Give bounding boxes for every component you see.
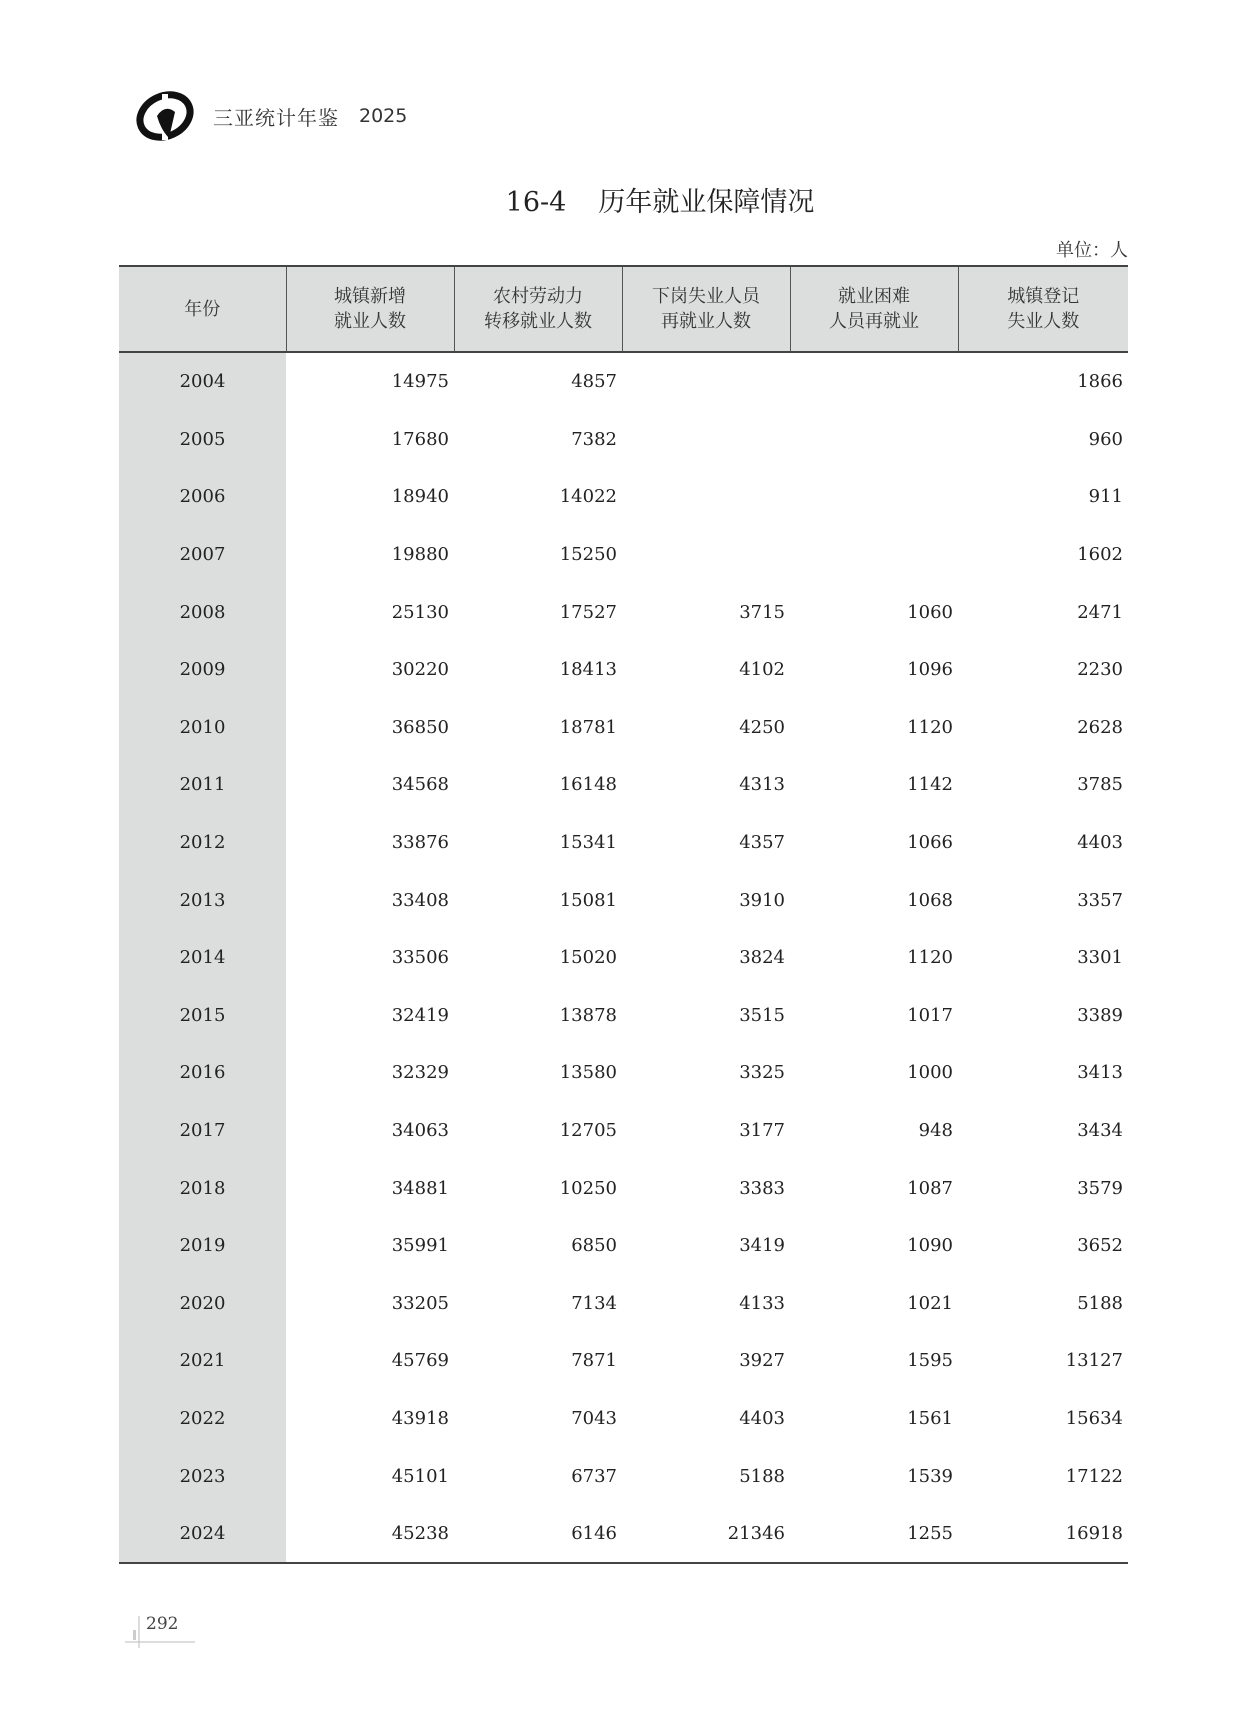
table-number: 16-4	[505, 187, 567, 218]
value-cell	[622, 352, 790, 411]
year-cell: 2022	[119, 1390, 286, 1448]
value-cell: 4403	[739, 1407, 785, 1429]
value-cell: 1595	[907, 1350, 953, 1372]
value-cell: 4403	[1077, 832, 1123, 854]
value-cell: 2628	[1077, 716, 1123, 738]
table-title-text: 历年就业保障情况	[598, 187, 815, 218]
value-cell: 3419	[739, 1235, 785, 1257]
table-row	[119, 1044, 1128, 1102]
value-cell: 6850	[571, 1235, 617, 1257]
table-row	[119, 756, 1128, 814]
value-cell: 948	[918, 1120, 953, 1142]
table-row	[119, 526, 1128, 584]
year-cell: 2008	[119, 583, 286, 641]
table-header-row	[119, 266, 1128, 352]
year-cell: 2023	[119, 1447, 286, 1505]
year-cell: 2013	[119, 871, 286, 929]
value-cell: 3824	[739, 947, 785, 969]
yearbook-logo-icon	[135, 86, 195, 146]
value-cell: 4357	[739, 832, 785, 854]
value-cell: 1066	[907, 832, 953, 854]
value-cell: 3910	[739, 889, 785, 911]
column-header	[958, 266, 1128, 352]
value-cell: 18413	[559, 659, 617, 681]
value-cell: 34881	[391, 1177, 449, 1199]
value-cell: 1096	[907, 659, 953, 681]
value-cell: 34568	[391, 774, 449, 796]
value-cell: 18781	[559, 716, 617, 738]
book-title: 三亚统计年鉴	[213, 105, 339, 130]
value-cell: 3715	[739, 601, 785, 623]
value-cell	[790, 411, 958, 469]
value-cell: 2471	[1077, 601, 1123, 623]
value-cell: 32419	[391, 1004, 449, 1026]
value-cell: 17527	[559, 601, 617, 623]
value-cell: 4313	[739, 774, 785, 796]
table-row	[119, 468, 1128, 526]
column-header	[622, 266, 790, 352]
column-header-line: 再就业人数	[661, 311, 751, 332]
column-header	[454, 266, 622, 352]
table-row	[119, 814, 1128, 872]
value-cell: 1142	[907, 774, 953, 796]
page-header	[135, 86, 407, 146]
value-cell: 45101	[391, 1465, 449, 1487]
year-cell: 2014	[119, 929, 286, 987]
value-cell: 1120	[907, 716, 953, 738]
table-row	[119, 871, 1128, 929]
year-cell: 2004	[119, 352, 286, 411]
column-header-line: 城镇登记	[1007, 286, 1080, 307]
value-cell: 21346	[622, 1505, 790, 1564]
year-cell: 2018	[119, 1159, 286, 1217]
value-cell: 32329	[391, 1062, 449, 1084]
year-cell: 2017	[119, 1102, 286, 1160]
year-cell: 2021	[119, 1332, 286, 1390]
value-cell: 15341	[559, 832, 617, 854]
value-cell: 1068	[907, 889, 953, 911]
value-cell: 1561	[907, 1407, 953, 1429]
value-cell: 1120	[907, 947, 953, 969]
column-header-line: 城镇新增	[334, 286, 406, 307]
table-row	[119, 1390, 1128, 1448]
column-header	[119, 266, 286, 352]
value-cell: 3515	[739, 1004, 785, 1026]
value-cell	[622, 526, 790, 584]
table-row	[119, 583, 1128, 641]
value-cell: 1087	[907, 1177, 953, 1199]
table-body	[119, 352, 1128, 1563]
value-cell: 3785	[1077, 774, 1123, 796]
column-header-line: 农村劳动力	[493, 286, 583, 307]
year-cell: 2009	[119, 641, 286, 699]
value-cell: 33408	[391, 889, 449, 911]
year-cell: 2016	[119, 1044, 286, 1102]
value-cell: 33205	[391, 1292, 449, 1314]
table-row	[119, 699, 1128, 757]
value-cell: 17122	[1065, 1465, 1123, 1487]
year-cell: 2020	[119, 1275, 286, 1333]
table-row	[119, 1505, 1128, 1564]
value-cell: 1000	[907, 1062, 953, 1084]
table-row	[119, 1447, 1128, 1505]
value-cell: 19880	[391, 544, 449, 566]
value-cell: 14022	[559, 486, 617, 508]
value-cell: 911	[1088, 486, 1123, 508]
value-cell: 960	[1088, 428, 1123, 450]
value-cell: 15634	[1065, 1407, 1123, 1429]
value-cell: 4102	[739, 659, 785, 681]
value-cell: 16918	[958, 1505, 1128, 1564]
value-cell: 35991	[391, 1235, 449, 1257]
table-row	[119, 1275, 1128, 1333]
value-cell: 3413	[1077, 1062, 1123, 1084]
employment-table	[119, 265, 1128, 1564]
value-cell: 36850	[391, 716, 449, 738]
value-cell: 6146	[454, 1505, 622, 1564]
page-number: 292	[146, 1614, 179, 1634]
year-cell: 2015	[119, 987, 286, 1045]
value-cell: 3434	[1077, 1120, 1123, 1142]
value-cell: 4133	[739, 1292, 785, 1314]
value-cell: 4857	[571, 371, 617, 393]
value-cell	[622, 468, 790, 526]
column-header-line: 就业人数	[334, 311, 406, 332]
table-row	[119, 641, 1128, 699]
year-cell: 2019	[119, 1217, 286, 1275]
table-row	[119, 411, 1128, 469]
value-cell: 3301	[1077, 947, 1123, 969]
value-cell: 7043	[571, 1407, 617, 1429]
value-cell: 34063	[391, 1120, 449, 1142]
value-cell: 25130	[391, 601, 449, 623]
value-cell: 13580	[559, 1062, 617, 1084]
year-cell: 2007	[119, 526, 286, 584]
value-cell: 18940	[391, 486, 449, 508]
table-row	[119, 1332, 1128, 1390]
year-cell: 2010	[119, 699, 286, 757]
table-row	[119, 1159, 1128, 1217]
value-cell: 3389	[1077, 1004, 1123, 1026]
value-cell: 14975	[391, 371, 449, 393]
value-cell	[790, 526, 958, 584]
value-cell: 15081	[559, 889, 617, 911]
value-cell: 17680	[391, 428, 449, 450]
value-cell: 30220	[391, 659, 449, 681]
value-cell: 6737	[571, 1465, 617, 1487]
value-cell: 3325	[739, 1062, 785, 1084]
column-header-line: 人员再就业	[829, 311, 919, 332]
value-cell: 33506	[391, 947, 449, 969]
value-cell: 7382	[571, 428, 617, 450]
value-cell: 45769	[391, 1350, 449, 1372]
value-cell: 43918	[391, 1407, 449, 1429]
value-cell: 4250	[739, 716, 785, 738]
value-cell: 1017	[907, 1004, 953, 1026]
value-cell: 1602	[1077, 544, 1123, 566]
column-header	[286, 266, 454, 352]
value-cell: 16148	[559, 774, 617, 796]
column-header	[790, 266, 958, 352]
value-cell: 3927	[739, 1350, 785, 1372]
value-cell: 3177	[739, 1120, 785, 1142]
year-cell: 2024	[119, 1505, 286, 1564]
column-header-line: 下岗失业人员	[652, 286, 760, 307]
value-cell: 1866	[1077, 371, 1123, 393]
table-row	[119, 1102, 1128, 1160]
column-header-line: 年份	[184, 298, 221, 320]
year-cell: 2006	[119, 468, 286, 526]
value-cell: 5188	[739, 1465, 785, 1487]
value-cell: 1255	[790, 1505, 958, 1564]
value-cell: 13127	[1065, 1350, 1123, 1372]
unit-label: 单位：人	[1056, 240, 1128, 261]
table-row	[119, 352, 1128, 411]
table-row	[119, 929, 1128, 987]
column-header-line: 就业困难	[838, 286, 910, 307]
value-cell: 3383	[739, 1177, 785, 1199]
value-cell: 7871	[571, 1350, 617, 1372]
value-cell: 7134	[571, 1292, 617, 1314]
column-header-line: 转移就业人数	[484, 311, 592, 332]
book-year: 2025	[359, 105, 408, 127]
value-cell: 3579	[1077, 1177, 1123, 1199]
value-cell: 45238	[286, 1505, 454, 1564]
value-cell: 1090	[907, 1235, 953, 1257]
year-cell: 2011	[119, 756, 286, 814]
value-cell	[790, 352, 958, 411]
value-cell	[790, 468, 958, 526]
value-cell: 3357	[1077, 889, 1123, 911]
value-cell: 3652	[1077, 1235, 1123, 1257]
value-cell: 33876	[391, 832, 449, 854]
table-row	[119, 987, 1128, 1045]
value-cell: 15250	[559, 544, 617, 566]
value-cell: 13878	[559, 1004, 617, 1026]
value-cell: 12705	[559, 1120, 617, 1142]
table-row	[119, 1217, 1128, 1275]
value-cell: 15020	[559, 947, 617, 969]
year-cell: 2005	[119, 411, 286, 469]
table-title	[0, 180, 1241, 219]
year-cell: 2012	[119, 814, 286, 872]
value-cell: 1021	[907, 1292, 953, 1314]
value-cell: 1539	[907, 1465, 953, 1487]
value-cell: 5188	[1077, 1292, 1123, 1314]
value-cell: 2230	[1077, 659, 1123, 681]
value-cell: 10250	[559, 1177, 617, 1199]
value-cell	[622, 411, 790, 469]
column-header-line: 失业人数	[1007, 311, 1080, 332]
value-cell: 1060	[907, 601, 953, 623]
